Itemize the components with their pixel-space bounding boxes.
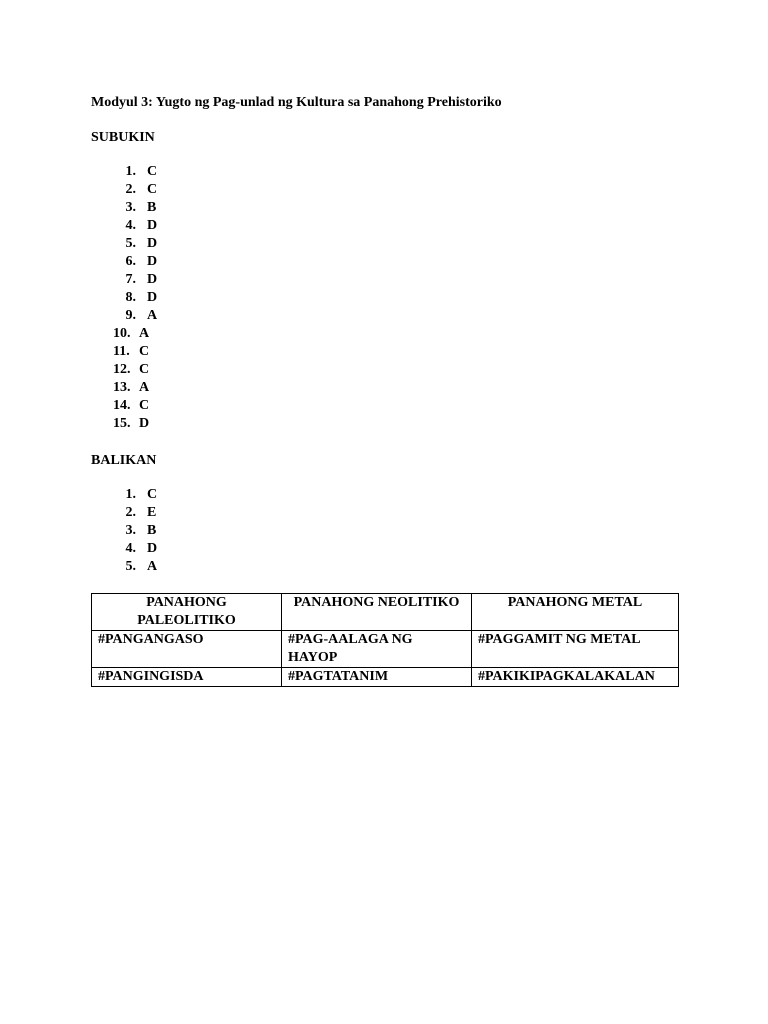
item-answer: D (147, 272, 158, 287)
item-number: 2. (125, 182, 136, 197)
item-number: 5. (125, 559, 136, 574)
item-answer: B (147, 523, 157, 538)
item-number: 14. (113, 398, 131, 413)
item-answer: B (147, 200, 157, 215)
list-item (91, 253, 681, 271)
item-number: 7. (125, 272, 136, 287)
list-item (91, 397, 681, 415)
module-title: Modyul 3: Yugto ng Pag-unlad ng Kultura sa Panahong Prehistoriko (91, 95, 502, 110)
list-item (91, 361, 681, 379)
balikan-heading: BALIKAN (91, 453, 157, 468)
list-item (91, 415, 681, 433)
item-number: 1. (125, 164, 136, 179)
list-item (91, 325, 681, 343)
item-number: 11. (113, 344, 130, 359)
balikan-answer-list (91, 486, 681, 576)
table-cell: #PAGTATANIM (282, 668, 472, 687)
item-answer: C (139, 362, 150, 377)
item-answer: C (147, 164, 158, 179)
list-item (91, 199, 681, 217)
item-answer: D (147, 290, 158, 305)
item-number: 6. (125, 254, 136, 269)
table-cell: #PAGGAMIT NG METAL (472, 631, 679, 668)
item-answer: A (139, 380, 150, 395)
item-answer: D (139, 416, 150, 431)
table-row (92, 631, 679, 668)
header-metal: PANAHONG METAL (472, 594, 679, 631)
item-number: 10. (113, 326, 131, 341)
table-cell: #PAG-AALAGA NG HAYOP (282, 631, 472, 668)
document-page (91, 93, 681, 576)
item-answer: D (147, 218, 158, 233)
table-row (92, 668, 679, 687)
item-answer: C (147, 487, 158, 502)
list-item (91, 217, 681, 235)
subukin-heading: SUBUKIN (91, 130, 155, 145)
periods-table (91, 593, 679, 687)
item-number: 2. (125, 505, 136, 520)
item-number: 3. (125, 523, 136, 538)
item-answer: D (147, 541, 158, 556)
item-number: 3. (125, 200, 136, 215)
item-answer: C (147, 182, 158, 197)
list-item (91, 522, 681, 540)
item-number: 5. (125, 236, 136, 251)
item-answer: A (147, 308, 158, 323)
item-answer: A (147, 559, 158, 574)
list-item (91, 540, 681, 558)
item-answer: D (147, 236, 158, 251)
item-answer: D (147, 254, 158, 269)
item-answer: C (139, 344, 150, 359)
item-number: 9. (125, 308, 136, 323)
table-cell: #PANGINGISDA (92, 668, 282, 687)
item-answer: E (147, 505, 157, 520)
item-number: 4. (125, 541, 136, 556)
subukin-answer-list (91, 163, 681, 433)
list-item (91, 307, 681, 325)
list-item (91, 343, 681, 361)
list-item (91, 486, 681, 504)
item-number: 15. (113, 416, 131, 431)
header-paleolitiko: PANAHONG PALEOLITIKO (92, 594, 282, 631)
item-answer: A (139, 326, 150, 341)
header-neolitiko: PANAHONG NEOLITIKO (282, 594, 472, 631)
list-item (91, 289, 681, 307)
item-number: 1. (125, 487, 136, 502)
list-item (91, 235, 681, 253)
list-item (91, 379, 681, 397)
table-cell: #PANGANGASO (92, 631, 282, 668)
table-header-row (92, 594, 679, 631)
list-item (91, 558, 681, 576)
list-item (91, 181, 681, 199)
list-item (91, 271, 681, 289)
table-cell: #PAKIKIPAGKALAKALAN (472, 668, 679, 687)
item-number: 12. (113, 362, 131, 377)
list-item (91, 504, 681, 522)
item-number: 4. (125, 218, 136, 233)
item-number: 13. (113, 380, 131, 395)
item-number: 8. (125, 290, 136, 305)
list-item (91, 163, 681, 181)
item-answer: C (139, 398, 150, 413)
